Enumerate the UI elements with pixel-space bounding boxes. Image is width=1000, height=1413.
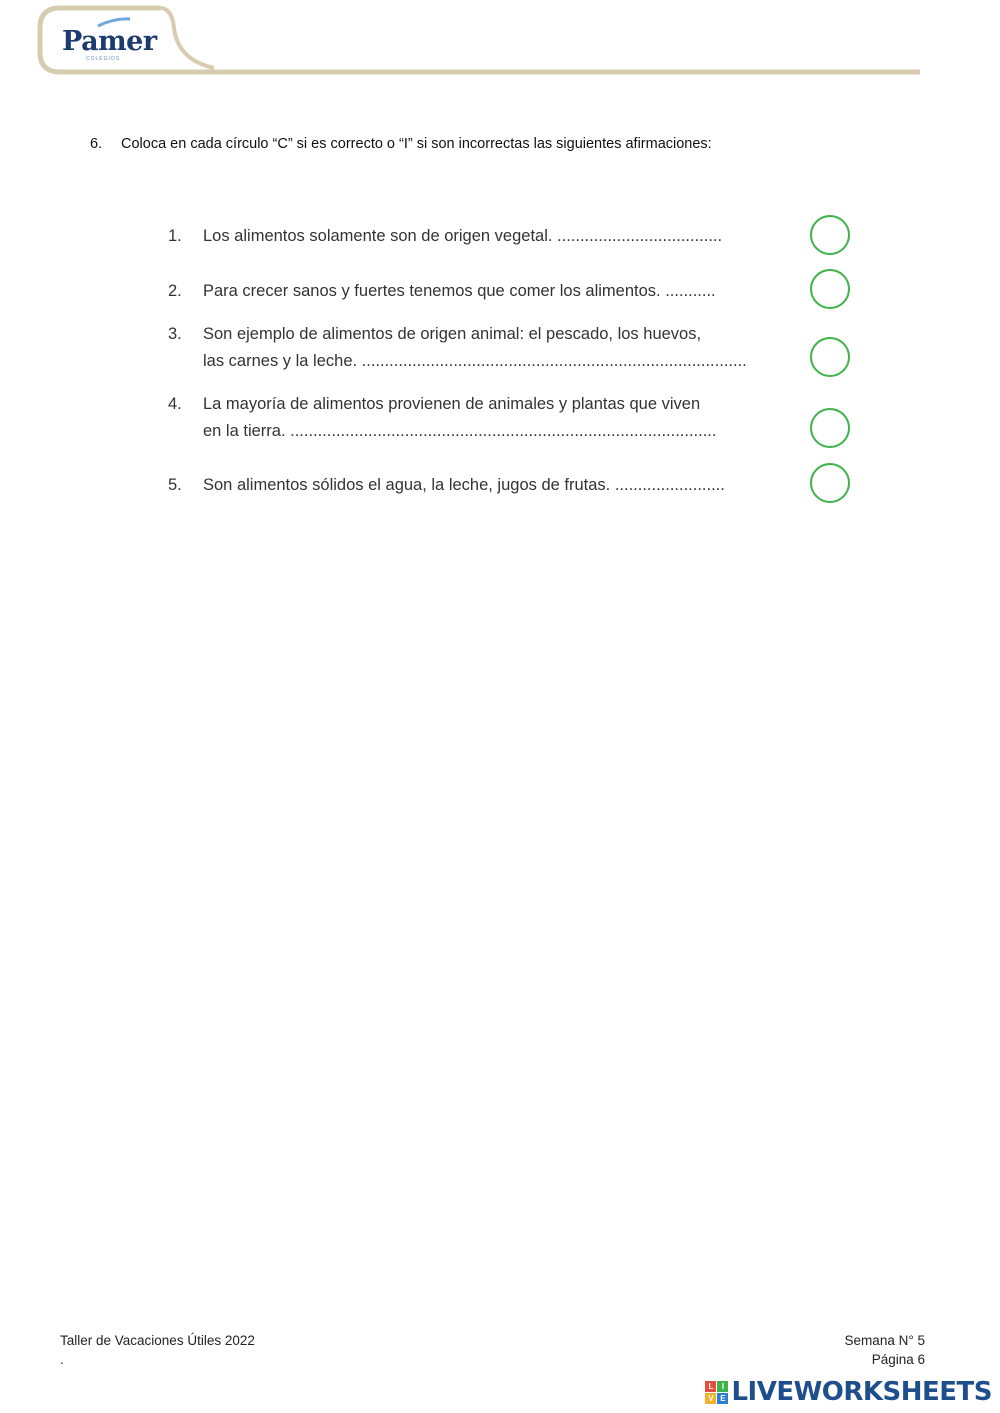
statement-text: Para crecer sanos y fuertes tenemos que comer los alimentos. ........... [203,282,716,300]
pamer-logo-subtitle: COLEGIOS [86,56,121,62]
statement-number: 5. [168,476,182,494]
footer-page: Página 6 [871,1352,925,1367]
footer-left-dot: . [60,1352,64,1367]
liveworksheets-text: LIVEWORKSHEETS [731,1377,992,1407]
answer-circle-1[interactable] [810,215,850,255]
question-number: 6. [90,136,103,152]
footer-right [845,1331,925,1369]
pamer-logo: Pamer [62,26,157,57]
question-instruction [90,136,712,152]
logo-letter-v: V [705,1393,716,1404]
statement-number: 4. [168,395,182,413]
statement-number: 1. [168,227,182,245]
statement-number: 2. [168,282,182,300]
statement-text-line-2: en la tierra. ............................................................................................. [203,422,717,440]
liveworksheets-watermark [705,1377,992,1407]
answer-circle-3[interactable] [810,337,850,377]
liveworksheets-logo-icon [705,1381,728,1404]
logo-letter-e: E [717,1393,728,1404]
footer-left [60,1331,255,1369]
statement-text: Son alimentos sólidos el agua, la leche, jugos de frutas. ........................ [203,476,725,494]
footer-course-title: Taller de Vacaciones Útiles 2022 [60,1333,255,1348]
statement-text: Los alimentos solamente son de origen vegetal. .................................... [203,227,723,245]
statement-number: 3. [168,325,182,343]
question-text: Coloca en cada círculo “C” si es correcto o “I” si son incorrectas las siguientes afirmaciones: [121,136,712,152]
answer-circle-4[interactable] [810,408,850,448]
statement-text-line-1: Son ejemplo de alimentos de origen animal: el pescado, los huevos, [203,325,702,343]
answer-circle-5[interactable] [810,463,850,503]
logo-letter-l: L [705,1381,716,1392]
logo-letter-i: I [717,1381,728,1392]
statement-text-line-2: las carnes y la leche. .................................................................................... [203,352,747,370]
footer-week: Semana N° 5 [844,1333,925,1348]
statement-text-line-1: La mayoría de alimentos provienen de animales y plantas que viven [203,395,701,413]
answer-circle-2[interactable] [810,269,850,309]
